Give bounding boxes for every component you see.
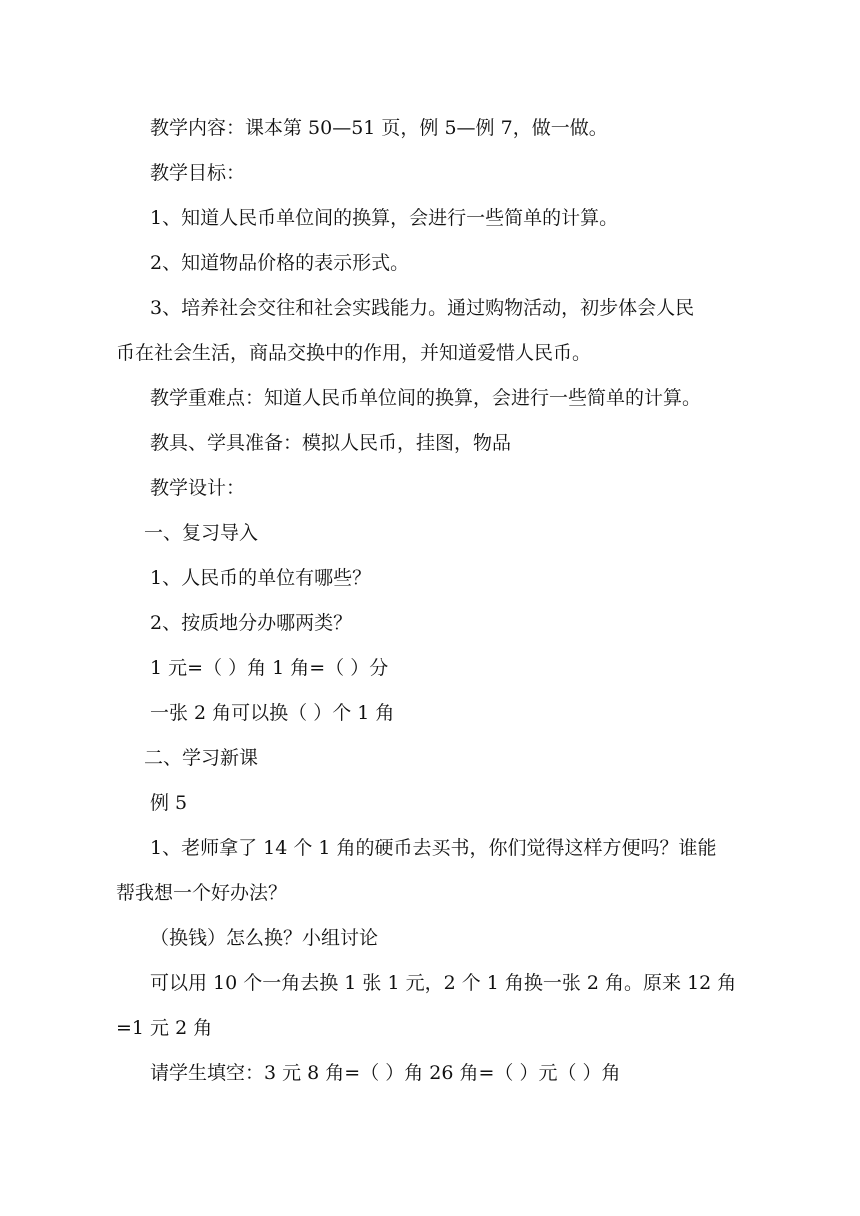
example-5-heading: 例 5 [150, 792, 188, 814]
key-points: 教学重难点：知道人民币单位间的换算，会进行一些简单的计算。 [150, 387, 702, 409]
section-review-heading: 一、复习导入 [144, 522, 259, 544]
goal-2: 2、知道物品价格的表示形式。 [150, 252, 410, 274]
example-5-question-line-1: 1、老师拿了 14 个 1 角的硬币去买书，你们觉得这样方便吗？谁能 [150, 837, 717, 859]
goal-3-line-2: 币在社会生活，商品交换中的作用，并知道爱惜人民币。 [116, 342, 592, 364]
fill-in-exercise: 请学生填空：3 元 8 角=（ ）角 26 角=（ ）元（ ）角 [150, 1062, 621, 1084]
review-question-1: 1、人民币的单位有哪些？ [150, 567, 372, 589]
teaching-content: 教学内容：课本第 50—51 页，例 5—例 7，做一做。 [150, 117, 608, 139]
conversion-exercise-1: 1 元=（ ）角 1 角=（ ）分 [150, 657, 389, 679]
teaching-goals-heading: 教学目标： [150, 162, 246, 184]
exchange-explanation-line-2: =1 元 2 角 [116, 1017, 213, 1039]
conversion-exercise-2: 一张 2 角可以换（ ）个 1 角 [150, 702, 395, 724]
teaching-design-heading: 教学设计： [150, 477, 246, 499]
goal-3-line-1: 3、培养社会交往和社会实践能力。通过购物活动，初步体会人民 [150, 297, 695, 319]
review-question-2: 2、按质地分办哪两类？ [150, 612, 353, 634]
example-5-question-line-2: 帮我想一个好办法？ [116, 882, 288, 904]
section-new-lesson-heading: 二、学习新课 [144, 747, 259, 769]
goal-1: 1、知道人民币单位间的换算，会进行一些简单的计算。 [150, 207, 619, 229]
exchange-explanation-line-1: 可以用 10 个一角去换 1 张 1 元，2 个 1 角换一张 2 角。原来 12 角 [150, 972, 737, 994]
group-discussion: （换钱）怎么换？小组讨论 [150, 927, 379, 949]
teaching-aids: 教具、学具准备：模拟人民币，挂图，物品 [150, 432, 512, 454]
